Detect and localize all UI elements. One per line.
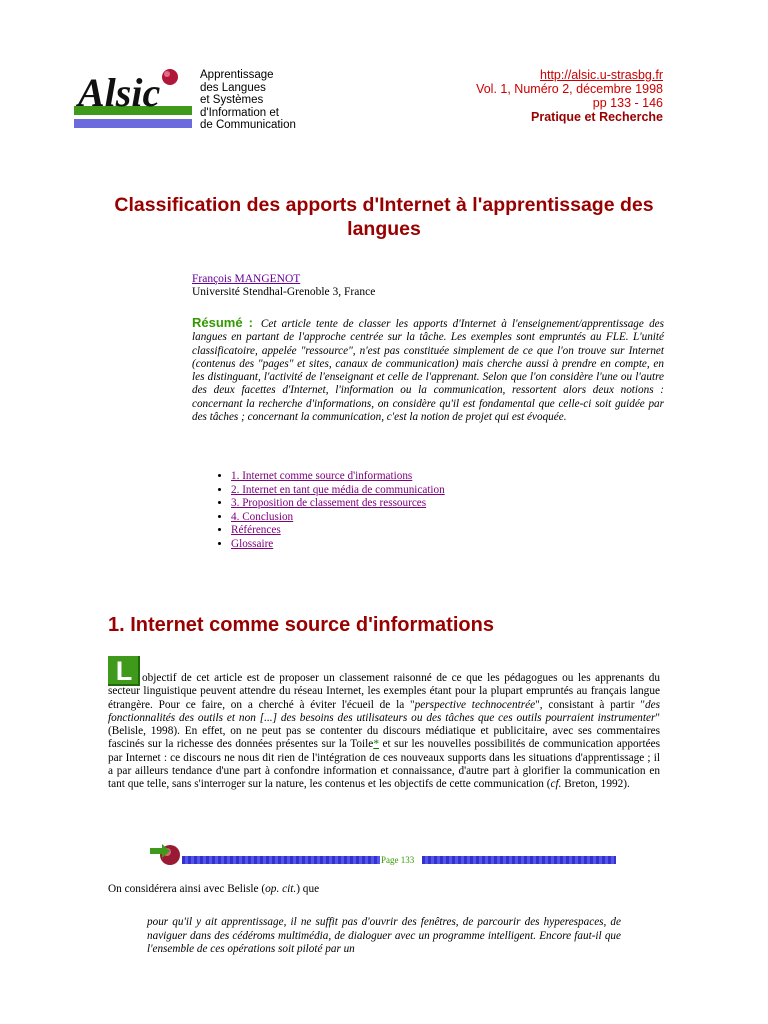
page-number: Page 133 [381, 855, 415, 865]
paragraph-text: ) que [296, 883, 320, 895]
journal-volume: Vol. 1, Numéro 2, décembre 1998 [476, 82, 663, 96]
toc-item [231, 497, 445, 511]
author-affiliation: Université Stendhal-Grenoble 3, France [192, 286, 376, 298]
journal-section: Pratique et Recherche [531, 110, 663, 124]
toc-item [231, 538, 445, 552]
journal-name-line: d'Information et [200, 106, 279, 119]
alsic-logo [74, 66, 196, 132]
abstract-label: Résumé : [192, 315, 253, 330]
paragraph-emphasis: op. cit. [265, 883, 297, 895]
abstract [192, 316, 664, 424]
toc-link[interactable]: 1. Internet comme source d'informations [231, 470, 413, 482]
toc-link[interactable]: Glossaire [231, 537, 274, 550]
body-paragraph [108, 883, 319, 895]
author-block [192, 273, 375, 299]
journal-url-link[interactable]: http://alsic.u-strasbg.fr [540, 68, 663, 82]
page-bar [422, 856, 616, 864]
toc-item [231, 511, 445, 525]
toc-item [231, 484, 445, 498]
page-bar [182, 856, 380, 864]
logo-wordmark: Alsic [78, 70, 161, 115]
glossary-link[interactable]: * [373, 738, 379, 751]
journal-info [476, 68, 663, 124]
next-arrow-icon[interactable] [148, 842, 182, 866]
toc-link[interactable]: 4. Conclusion [231, 510, 294, 523]
toc-item [231, 524, 445, 538]
table-of-contents [214, 470, 445, 552]
block-quote: pour qu'il y ait apprentissage, il ne suffit pas d'ouvrir des fenêtres, de parcourir des hyperespaces, de naviguer dans des cédéroms multimédia, de dialoguer avec un programme intelligent. Encore faut-il que l'ensemble de ces opérations soit piloté par un [147, 916, 621, 956]
paragraph-emphasis: cf. [550, 778, 562, 791]
paragraph-text: ", consistant à partir " [535, 698, 645, 711]
journal-pages: pp 133 - 146 [592, 96, 663, 110]
author-name-link[interactable]: François MANGENOT [192, 273, 301, 285]
abstract-text: Cet article tente de classer les apports d'Internet à l'enseignement/apprentissage des langues en partant de l'approche centrée sur la tâche. Les exemples sont empruntés au FLE. L'unité classificatoire, appelée "ressource", n'est pas constituée simplement de ce que l'on trouve sur Internet (contenus des "pages" et sites, canaux de communication) mais cherche aussi à prendre en compte, en les distinguant, l'activité de l'enseignant et celle de l'apprenant. Selon que l'on considère l'une ou l'autre des deux facettes d'Internet, l'information ou la communication, ressortent alors deux notions : concernant la recherche d'informations, on considère qu'il est fondamental que celle-ci soit guidée par des tâches ; concernant la communication, c'est la notion de projet qui est évoquée. [192, 318, 664, 424]
paragraph-text: " (Belisle, 1998). En effet, on ne peut pas se contenter du discours médiatique et publicitaire, avec ses commentaires fascinés sur la richesse des données présentes sur la Toile [108, 711, 660, 751]
article-title: Classification des apports d'Internet à l'apprentissage des langues [114, 194, 654, 240]
page-separator [148, 842, 616, 866]
paragraph-emphasis: des fonctionnalités des outils et non [...] des besoins des utilisateurs ou des tâches que ces outils pourraient instrumenter [108, 698, 660, 724]
paragraph-emphasis: perspective technocentrée [414, 698, 536, 711]
journal-name-line: et Systèmes [200, 94, 264, 107]
toc-link[interactable]: 3. Proposition de classement des ressources [231, 497, 427, 510]
paragraph-text: On considérera ainsi avec Belisle ( [108, 883, 266, 895]
dropcap-letter: L [108, 656, 140, 686]
toc-link[interactable]: 2. Internet en tant que média de communication [231, 483, 445, 496]
section-heading: 1. Internet comme source d'informations [108, 614, 494, 636]
journal-name [200, 69, 296, 132]
journal-name-line: des Langues [200, 81, 266, 94]
body-paragraph [108, 672, 660, 792]
journal-name-line: Apprentissage [200, 69, 274, 81]
toc-link[interactable]: Références [231, 524, 281, 537]
journal-name-line: de Communication [200, 119, 296, 132]
paragraph-text: objectif de cet article est de proposer un classement raisonné de ce que les pédagogues ou les apprenants du secteur linguistique peuvent attendre du réseau Internet, les exemples étant pour la plupart empruntés au français langue étrangère. Pour ce faire, on a cherché à éviter l'écueil de la " [108, 672, 660, 711]
toc-item [231, 470, 445, 484]
paragraph-text: et sur les nouvelles possibilités de communication apportées par Internet : ce discours ne nous dit rien de l'intégration de ces nouveaux supports dans les situations d'apprentissage ; il a par ailleurs tendance d'une part à confondre information et connaissance, d'autre part à glorifier la communication en tant que telle, sans s'interroger sur la nature, les contenus et les objectifs de cette communication ( [108, 738, 661, 791]
paragraph-text: Breton, 1992). [561, 778, 630, 791]
